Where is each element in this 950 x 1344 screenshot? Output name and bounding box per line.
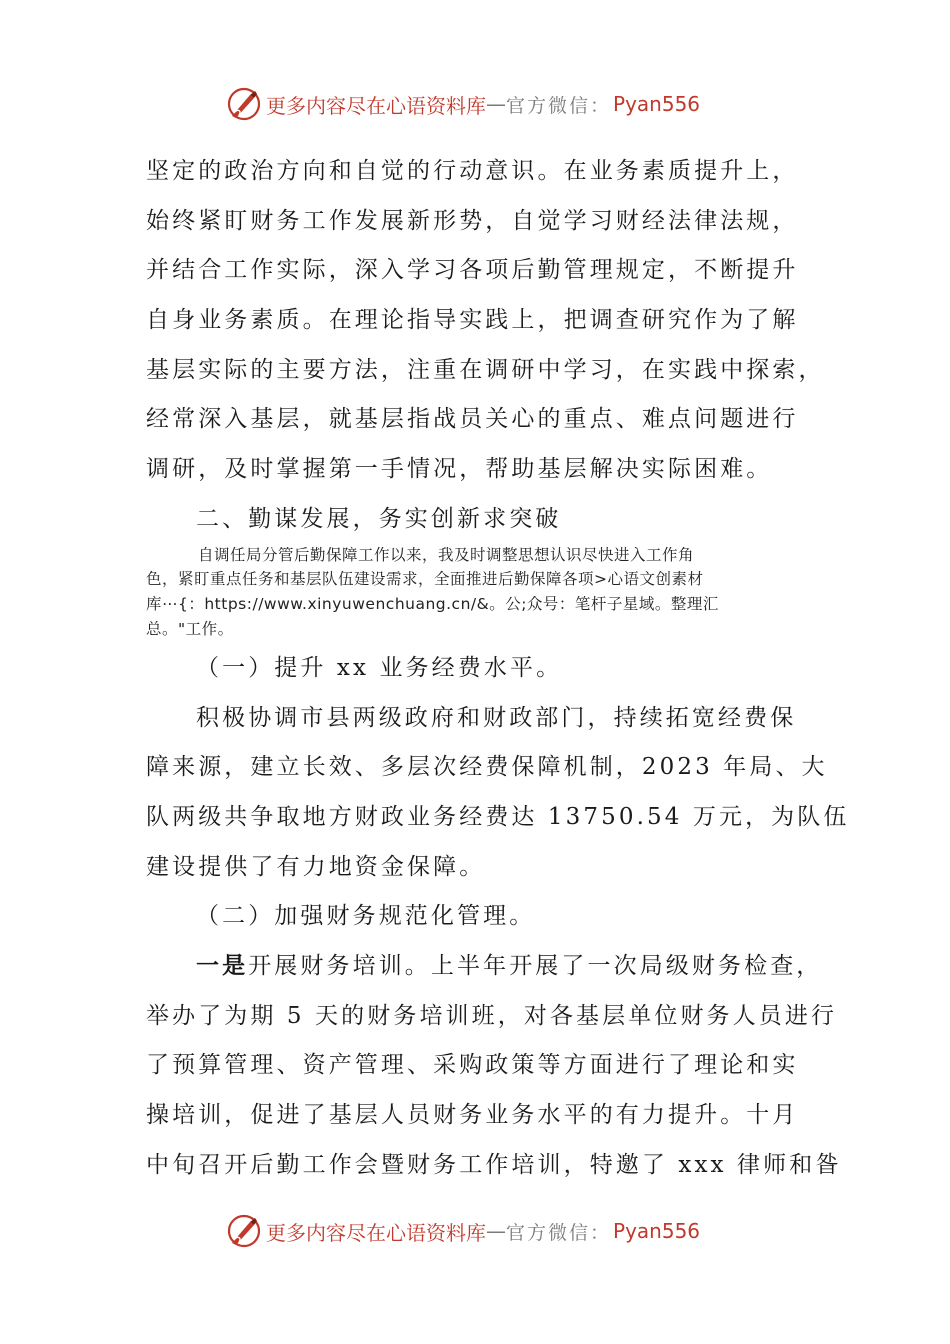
text-line: 坚定的政治方向和自觉的行动意识。在业务素质提升上， — [146, 158, 799, 184]
subsection-heading: （一）提升 xx 业务经费水平。 — [196, 655, 563, 681]
watermark-wechat-id: Pyan556 — [613, 1219, 701, 1243]
text-line: 经常深入基层，就基层指战员关心的重点、难点问题进行 — [146, 406, 799, 432]
bold-lead: 一是 — [196, 952, 249, 979]
subsection-heading: （二）加强财务规范化管理。 — [196, 903, 536, 929]
text-line: 自身业务素质。在理论指导实践上，把调查研究作为了解 — [146, 307, 799, 333]
small-text-line: 自调任局分管后勤保障工作以来，我及时调整思想认识尽快进入工作角 — [198, 546, 695, 564]
text-line-rest: 开展财务培训。上半年开展了一次局级财务检查， — [248, 953, 823, 979]
text-line: 调研，及时掌握第一手情况，帮助基层解决实际困难。 — [146, 456, 773, 482]
watermark-wechat-id: Pyan556 — [613, 92, 701, 116]
text-line: 操培训，促进了基层人员财务业务水平的有力提升。十月 — [146, 1102, 799, 1128]
watermark-text: 更多内容尽在心语资料库 — [266, 1220, 486, 1245]
watermark-dash: — — [486, 92, 506, 116]
text-line: 障来源，建立长效、多层次经费保障机制，2023 年局、大 — [146, 754, 828, 780]
text-line: 了预算管理、资产管理、采购政策等方面进行了理论和实 — [146, 1052, 799, 1078]
section-heading: 二、勤谋发展，务实创新求突破 — [196, 506, 562, 532]
footer-watermark — [226, 1211, 700, 1251]
text-line: 中旬召开后勤工作会暨财务工作培训，特邀了 xxx 律师和昝 — [146, 1152, 842, 1178]
text-line — [196, 951, 822, 981]
small-text-line: 总。"工作。 — [146, 620, 234, 638]
text-line: 并结合工作实际，深入学习各项后勤管理规定，不断提升 — [146, 257, 799, 283]
header-watermark — [226, 84, 700, 124]
watermark-official-label: 官方微信： — [506, 94, 612, 117]
text-line: 积极协调市县两级政府和财政部门，持续拓宽经费保 — [196, 705, 797, 731]
watermark-text: 更多内容尽在心语资料库 — [266, 93, 486, 118]
text-line: 举办了为期 5 天的财务培训班，对各基层单位财务人员进行 — [146, 1003, 838, 1029]
text-line: 队两级共争取地方财政业务经费达 13750.54 万元，为队伍 — [146, 804, 850, 830]
small-text-line: 库⋯{：https://www.xinyuwenchuang.cn/&。公;众号：笔杆子星域。整理汇 — [146, 595, 719, 613]
text-line: 建设提供了有力地资金保障。 — [146, 854, 486, 880]
text-line: 基层实际的主要方法，注重在调研中学习，在实践中探索， — [146, 357, 825, 383]
watermark-official-label: 官方微信： — [506, 1221, 612, 1244]
text-line: 始终紧盯财务工作发展新形势，自觉学习财经法律法规， — [146, 208, 799, 234]
pen-logo-icon — [226, 1213, 262, 1249]
watermark-dash: — — [486, 1219, 506, 1243]
pen-logo-icon — [226, 86, 262, 122]
small-text-line: 色，紧盯重点任务和基层队伍建设需求，全面推进后勤保障各项>心语文创素材 — [146, 570, 704, 588]
